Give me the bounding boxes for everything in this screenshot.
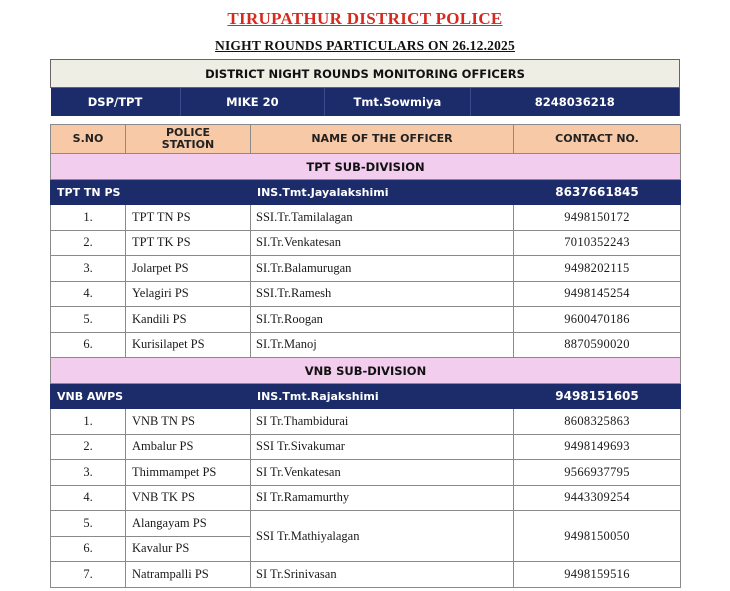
table-row xyxy=(51,485,681,511)
contact-number: 7010352243 xyxy=(514,230,681,256)
station-name: VNB TN PS xyxy=(126,409,251,435)
inspector-station: VNB AWPS xyxy=(51,384,251,409)
contact-number: 8870590020 xyxy=(514,332,681,358)
station-name: Alangayam PS xyxy=(126,511,251,537)
contact-number: 9498145254 xyxy=(514,281,681,307)
col-header-contact: CONTACT NO. xyxy=(514,125,681,154)
station-name: Kurisilapet PS xyxy=(126,332,251,358)
serial-number: 4. xyxy=(51,485,126,511)
inspector-station: TPT TN PS xyxy=(51,180,251,205)
serial-number: 6. xyxy=(51,332,126,358)
table-row xyxy=(51,230,681,256)
station-name: TPT TK PS xyxy=(126,230,251,256)
contact-number: 8608325863 xyxy=(514,409,681,435)
page-title: TIRUPATHUR DISTRICT POLICE xyxy=(227,9,503,28)
table-row xyxy=(51,511,681,537)
serial-number: 1. xyxy=(51,409,126,435)
inspector-name: INS.Tmt.Rajakshimi xyxy=(251,384,514,409)
inspector-name: INS.Tmt.Jayalakshimi xyxy=(251,180,514,205)
monitoring-officer-row xyxy=(51,88,680,117)
contact-number: 9498150050 xyxy=(514,511,681,562)
subdivision-name: TPT SUB-DIVISION xyxy=(51,154,681,180)
station-name: TPT TN PS xyxy=(126,205,251,231)
subdivision-row xyxy=(51,154,681,180)
contact-number: 9498159516 xyxy=(514,562,681,588)
station-name: Yelagiri PS xyxy=(126,281,251,307)
table-row xyxy=(51,460,681,486)
serial-number: 6. xyxy=(51,536,126,562)
table-row xyxy=(51,332,681,358)
page-subtitle: NIGHT ROUNDS PARTICULARS ON 26.12.2025 xyxy=(215,38,515,53)
table-header-row xyxy=(51,125,681,154)
officer-name: SI.Tr.Venkatesan xyxy=(251,230,514,256)
station-name: Jolarpet PS xyxy=(126,256,251,282)
table-row xyxy=(51,562,681,588)
officer-name: SI Tr.Venkatesan xyxy=(251,460,514,486)
station-name: Kavalur PS xyxy=(126,536,251,562)
station-name: Kandili PS xyxy=(126,307,251,333)
station-name: VNB TK PS xyxy=(126,485,251,511)
monitoring-heading: DISTRICT NIGHT ROUNDS MONITORING OFFICERS xyxy=(51,60,680,88)
serial-number: 3. xyxy=(51,460,126,486)
monitoring-officers-table xyxy=(50,59,680,116)
officer-name: SI.Tr.Balamurugan xyxy=(251,256,514,282)
table-row xyxy=(51,434,681,460)
inspector-phone: 8637661845 xyxy=(514,180,681,205)
contact-number: 9498149693 xyxy=(514,434,681,460)
serial-number: 2. xyxy=(51,230,126,256)
station-name: Ambalur PS xyxy=(126,434,251,460)
serial-number: 2. xyxy=(51,434,126,460)
table-row xyxy=(51,307,681,333)
table-row xyxy=(51,256,681,282)
serial-number: 7. xyxy=(51,562,126,588)
officer-name: SI Tr.Thambidurai xyxy=(251,409,514,435)
contact-number: 9566937795 xyxy=(514,460,681,486)
serial-number: 5. xyxy=(51,511,126,537)
officer-name: SI Tr.Ramamurthy xyxy=(251,485,514,511)
table-row xyxy=(51,281,681,307)
col-header-sno: S.NO xyxy=(51,125,126,154)
inspector-row xyxy=(51,384,681,409)
monitoring-rank: DSP/TPT xyxy=(51,88,181,117)
officer-name: SSI Tr.Sivakumar xyxy=(251,434,514,460)
subdivision-row xyxy=(51,358,681,384)
night-rounds-table xyxy=(50,124,681,588)
inspector-phone: 9498151605 xyxy=(514,384,681,409)
col-header-station xyxy=(126,125,251,154)
monitoring-phone: 8248036218 xyxy=(470,88,679,117)
table-row xyxy=(51,409,681,435)
officer-name: SI.Tr.Manoj xyxy=(251,332,514,358)
inspector-row xyxy=(51,180,681,205)
contact-number: 9498202115 xyxy=(514,256,681,282)
contact-number: 9443309254 xyxy=(514,485,681,511)
serial-number: 4. xyxy=(51,281,126,307)
monitoring-callsign: MIKE 20 xyxy=(180,88,325,117)
col-header-station-label: POLICE STATION xyxy=(161,126,215,151)
officer-name: SSI Tr.Mathiyalagan xyxy=(251,511,514,562)
officer-name: SSI.Tr.Tamilalagan xyxy=(251,205,514,231)
serial-number: 5. xyxy=(51,307,126,333)
contact-number: 9498150172 xyxy=(514,205,681,231)
officer-name: SI Tr.Srinivasan xyxy=(251,562,514,588)
table-row xyxy=(51,205,681,231)
contact-number: 9600470186 xyxy=(514,307,681,333)
subdivision-name: VNB SUB-DIVISION xyxy=(51,358,681,384)
officer-name: SSI.Tr.Ramesh xyxy=(251,281,514,307)
station-name: Thimmampet PS xyxy=(126,460,251,486)
col-header-officer: NAME OF THE OFFICER xyxy=(251,125,514,154)
serial-number: 1. xyxy=(51,205,126,231)
station-name: Natrampalli PS xyxy=(126,562,251,588)
officer-name: SI.Tr.Roogan xyxy=(251,307,514,333)
monitoring-name: Tmt.Sowmiya xyxy=(325,88,470,117)
serial-number: 3. xyxy=(51,256,126,282)
